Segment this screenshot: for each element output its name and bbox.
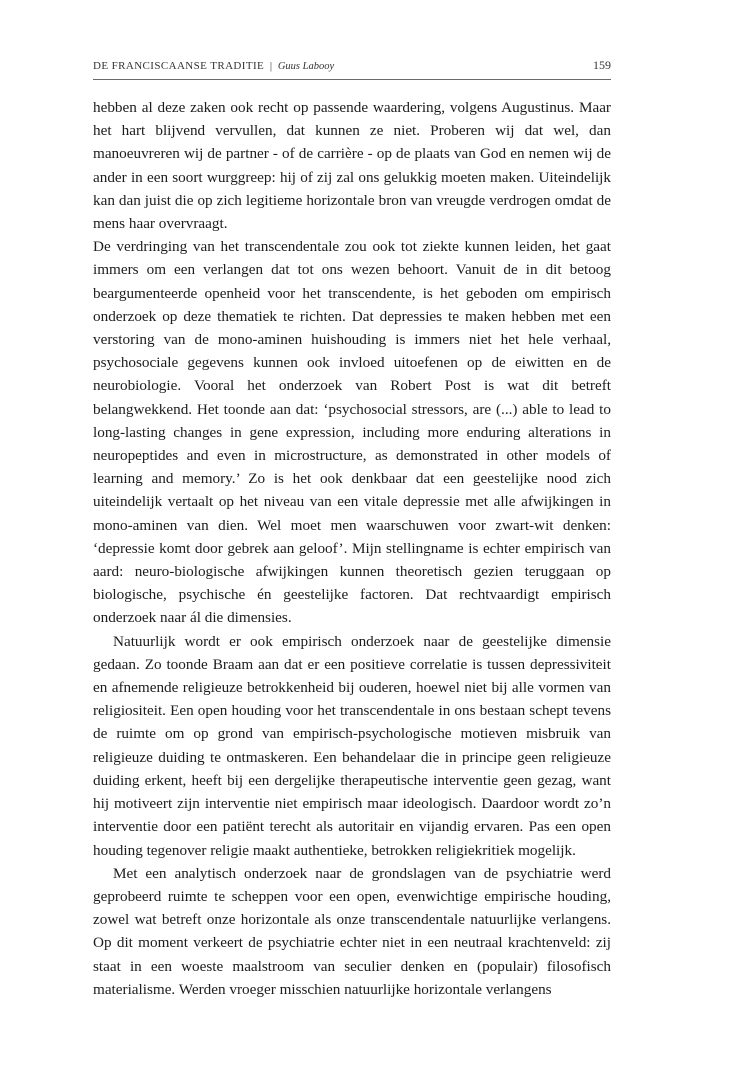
body-text bbox=[93, 96, 611, 1001]
header-separator: | bbox=[269, 60, 273, 72]
author-name: Guus Labooy bbox=[277, 61, 335, 72]
paragraph-empirical-research: Natuurlijk wordt er ook empirisch onderzoek naar de geestelijke dimensie gedaan. Zo toonde Braam aan dat er een positieve correlatie is tussen depressiviteit en afnemende religieuze betrokkenheid bij ouderen, hoewel niet bij alle vormen van religiositeit. Een open houding voor het transcendentale in ons bestaan schept tevens de ruimte om op grond van empirisch-psychologische motieven misbruik van religieuze duiding te ontmaskeren. Een behandelaar die in principe geen religieuze duiding erkent, heeft bij een dergelijke therapeutische interventie geen gezag, want hij motiveert zijn interventie niet empirisch maar ideologisch. Daardoor wordt zo’n interventie door een patiënt terecht als autoritair en vijandig ervaren. Pas een open houding tegenover religie maakt authentieke, betrokken religiekritiek mogelijk. bbox=[93, 632, 611, 859]
book-page bbox=[93, 58, 611, 1001]
paragraph-continuation: hebben al deze zaken ook recht op passende waardering, volgens Augustinus. Maar het hart blijvend vervullen, dat kunnen ze niet. Proberen wij dat wel, dan manoeuvreren wij de partner - of de carrière - op de plaats van God en nemen wij de ander in een soort wurggreep: hij of zij zal ons gelukkig moeten maken. Uiteindelijk kan dan juist die op zich legitieme horizontale bron van vreugde verdrogen omdat de mens haar overvraagt. bbox=[93, 99, 611, 233]
page-number: 159 bbox=[593, 58, 611, 72]
running-head-left bbox=[93, 60, 334, 72]
paragraph-analytical-inquiry: Met een analytisch onderzoek naar de grondslagen van de psychiatrie werd geprobeerd ruimte te scheppen voor een open, evenwichtige empirische houding, zowel wat betreft onze horizontale als onze transcendentale natuurlijke verlangens. Op dit moment verkeert de psychiatrie echter niet in een neutraal krachtenveld: zij staat in een woeste maalstroom van seculier denken en (populair) filosofisch materialisme. Werden vroeger misschien natuurlijke horizontale verlangens bbox=[93, 864, 611, 998]
paragraph-transcendental-repression: De verdringing van het transcendentale zou ook tot ziekte kunnen leiden, het gaat immers om een verlangen dat tot ons wezen behoort. Vanuit de in dit betoog beargumenteerde openheid voor het transcendente, is het geboden om empirisch onderzoek op deze thematiek te richten. Dat depressies te maken hebben met een verstoring van de mono-aminen huishouding is immers niet het hele verhaal, psychosociale gegevens kunnen ook invloed uitoefenen op de eiwitten en de neurobiologie. Vooral het onderzoek van Robert Post is wat dit betreft belangwekkend. Het toonde aan dat: ‘psychosocial stressors, are (...) able to lead to long-lasting changes in gene expression, including more enduring alterations in neuropeptides and even in microstructure, as demonstrated in other models of learning and memory.’ Zo is het ook denkbaar dat een geestelijke nood zich uiteindelijk vertaalt op het niveau van een vitale depressie met alle afwijkingen in mono-aminen van dien. Wel moet men waarschuwen voor zwart-wit denken: ‘depressie komt door gebrek aan geloof’. Mijn stellingname is echter empirisch van aard: neuro-biologische afwijkingen kunnen theoretisch gezien teruggaan op biologische, psychische én geestelijke factoren. Dat rechtvaardigt empirisch onderzoek naar ál die dimensies. bbox=[93, 238, 611, 627]
running-title: DE FRANCISCAANSE TRADITIE bbox=[93, 60, 265, 72]
running-header bbox=[93, 58, 611, 80]
